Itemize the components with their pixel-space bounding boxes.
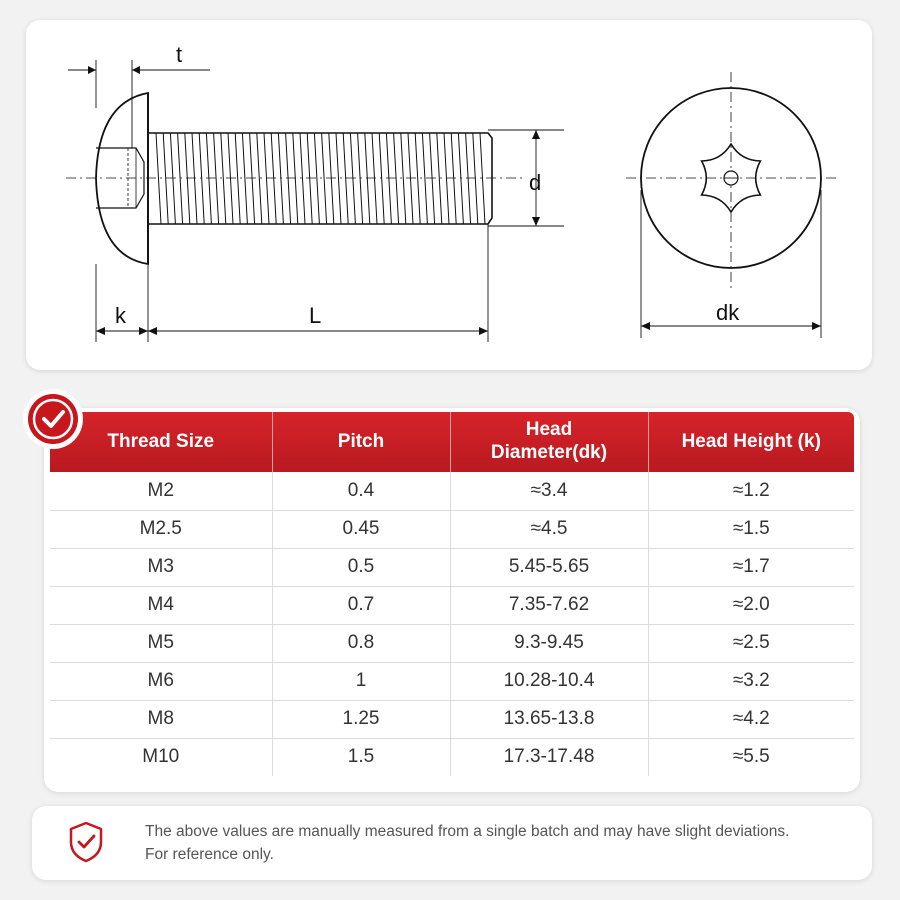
- header-thread-size: Thread Size: [50, 412, 272, 472]
- cell-head-diameter: 10.28-10.4: [450, 662, 648, 700]
- header-head-height: Head Height (k): [681, 430, 821, 452]
- header-pitch: Pitch: [272, 412, 450, 472]
- table-row: [50, 510, 854, 548]
- disclaimer-line-1: The above values are manually measured from a single batch and may have slight deviations.: [145, 823, 790, 840]
- cell-head-height: ≈2.0: [648, 586, 854, 624]
- cell-pitch: 0.45: [272, 510, 450, 548]
- diagram-card: [26, 20, 872, 370]
- cell-head-height: ≈1.2: [648, 472, 854, 510]
- cell-head-diameter: 9.3-9.45: [450, 624, 648, 662]
- table-row: [50, 662, 854, 700]
- cell-head-diameter: ≈3.4: [450, 472, 648, 510]
- cell-thread-size: M5: [50, 624, 272, 662]
- table-row: [50, 548, 854, 586]
- cell-pitch: 0.8: [272, 624, 450, 662]
- checkmark-badge-icon: [22, 388, 84, 450]
- dim-label-d: d: [529, 170, 542, 195]
- cell-head-height: ≈1.7: [648, 548, 854, 586]
- cell-pitch: 0.7: [272, 586, 450, 624]
- cell-head-diameter: 5.45-5.65: [450, 548, 648, 586]
- cell-pitch: 1.25: [272, 700, 450, 738]
- table-row: [50, 624, 854, 662]
- table-header-row: [50, 412, 854, 472]
- table-row: [50, 700, 854, 738]
- dim-label-t: t: [176, 42, 183, 67]
- cell-head-height: ≈4.2: [648, 700, 854, 738]
- header-head-diameter-text: Head Diameter(dk): [490, 419, 608, 463]
- cell-pitch: 0.4: [272, 472, 450, 510]
- cell-pitch: 1: [272, 662, 450, 700]
- cell-head-diameter: 13.65-13.8: [450, 700, 648, 738]
- cell-head-height: ≈1.5: [648, 510, 854, 548]
- shield-check-icon: [66, 820, 106, 864]
- cell-thread-size: M2: [50, 472, 272, 510]
- table-row: [50, 586, 854, 624]
- cell-thread-size: M10: [50, 738, 272, 776]
- cell-head-diameter: 17.3-17.48: [450, 738, 648, 776]
- disclaimer-card: [32, 806, 872, 880]
- screw-head-side: [96, 93, 148, 264]
- dim-label-l: L: [309, 303, 322, 328]
- dim-label-k: k: [115, 303, 126, 328]
- disclaimer-text: [145, 820, 855, 866]
- table-row: [50, 738, 854, 776]
- cell-thread-size: M3: [50, 548, 272, 586]
- cell-head-height: ≈2.5: [648, 624, 854, 662]
- cell-thread-size: M2.5: [50, 510, 272, 548]
- dim-label-dk: dk: [716, 300, 740, 325]
- header-head-diameter: [450, 412, 648, 472]
- cell-head-height: ≈5.5: [732, 746, 770, 768]
- cell-pitch: 0.5: [272, 548, 450, 586]
- cell-head-height: ≈3.2: [648, 662, 854, 700]
- disclaimer-line-2: For reference only.: [145, 846, 274, 863]
- cell-head-diameter: ≈4.5: [450, 510, 648, 548]
- spec-table: [50, 412, 854, 776]
- cell-thread-size: M4: [50, 586, 272, 624]
- cell-pitch: 1.5: [272, 738, 450, 776]
- cell-head-diameter: 7.35-7.62: [450, 586, 648, 624]
- thread-lines: [156, 133, 485, 224]
- screw-technical-drawing: [26, 20, 872, 370]
- cell-thread-size: M8: [50, 700, 272, 738]
- table-row: [50, 472, 854, 510]
- cell-thread-size: M6: [50, 662, 272, 700]
- spec-table-card: [44, 408, 860, 792]
